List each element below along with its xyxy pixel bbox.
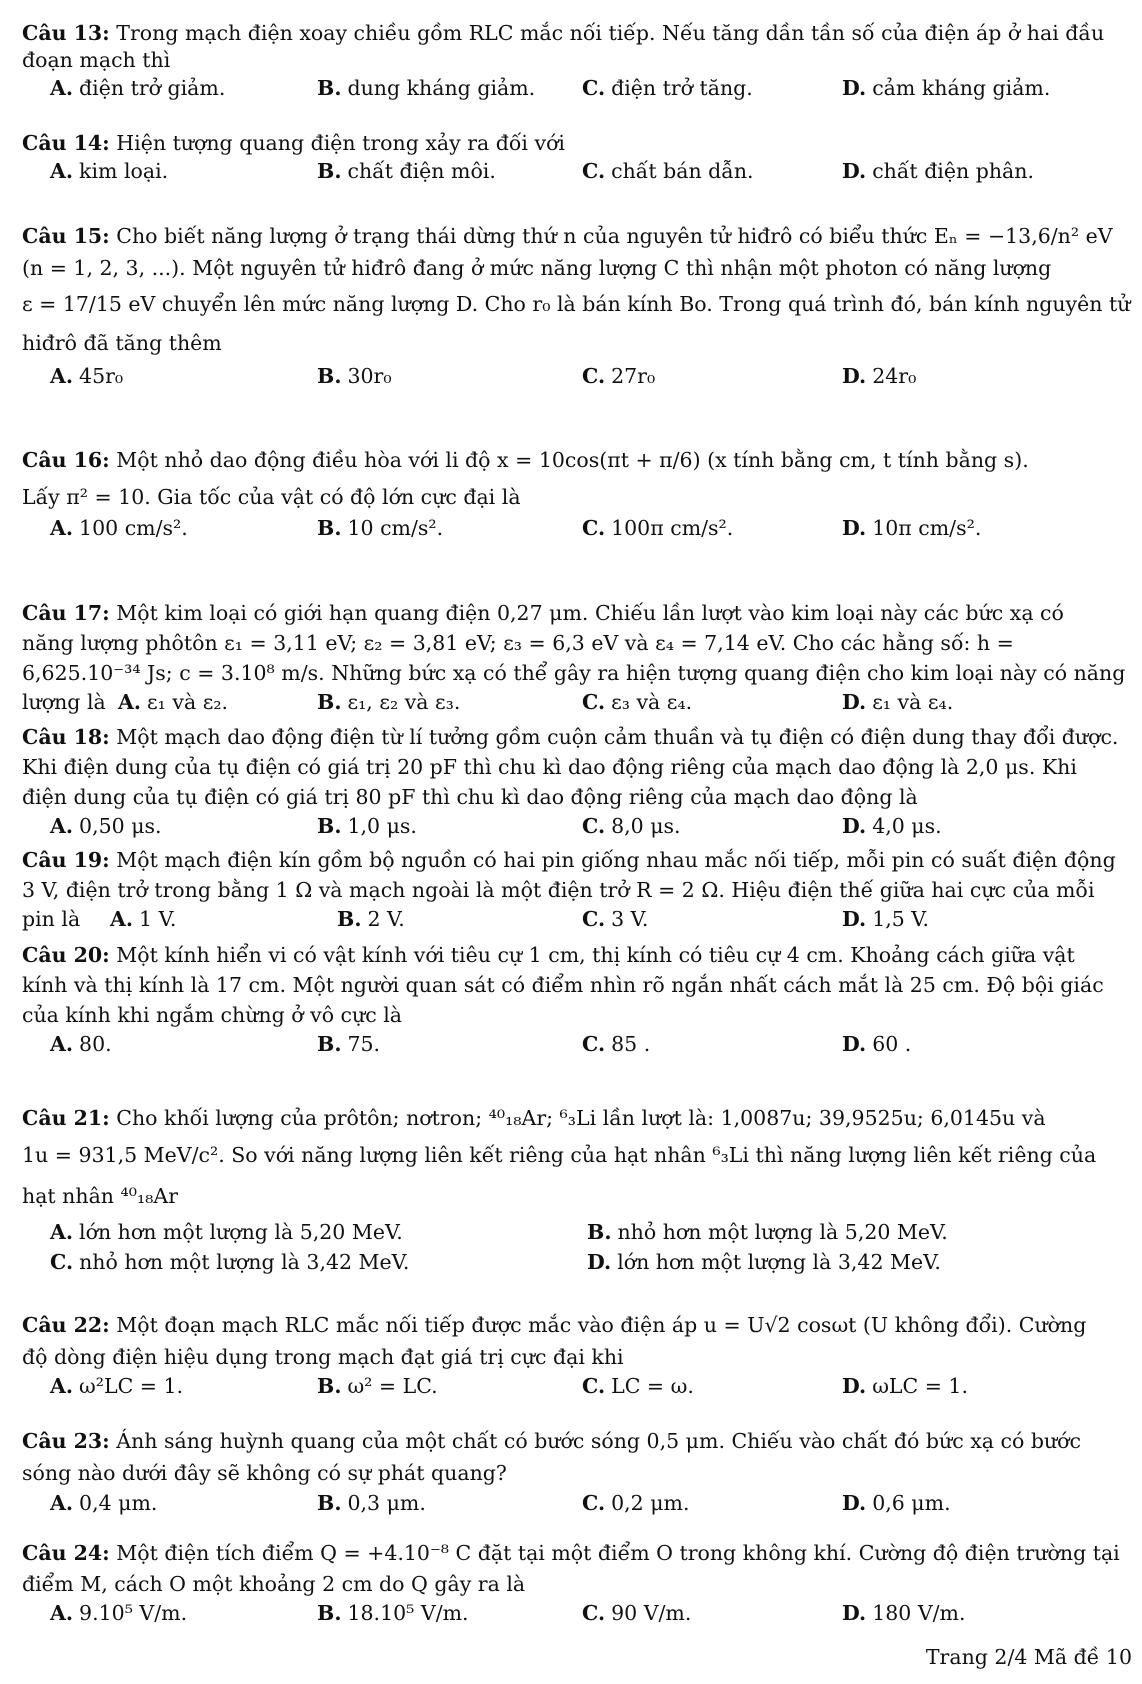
question-text: ε = 17/15 eV chuyển lên mức năng lượng D. Cho r₀ là bán kính Bo. Trong quá trình đó, bán kính nguyên tử	[22, 292, 1131, 316]
option-c: C. điện trở tăng.	[582, 76, 753, 100]
options-row	[22, 74, 1134, 104]
options-row	[22, 1372, 1134, 1402]
question-text: 6,625.10⁻³⁴ Js; c = 3.10⁸ m/s. Những bức xạ có thể gây ra hiện tượng quang điện cho kim loại này có năng	[22, 661, 1126, 685]
question-number: Câu 14:	[22, 131, 110, 155]
option-d: D. ωLC = 1.	[842, 1374, 968, 1398]
options-row	[22, 688, 1134, 718]
option-b: B. 75.	[317, 1032, 381, 1056]
option-d: D. 4,0 μs.	[842, 814, 942, 838]
option-b: B. 18.10⁵ V/m.	[317, 1601, 469, 1625]
option-a: A. 100 cm/s².	[50, 516, 188, 540]
question-text: đoạn mạch thì	[22, 48, 171, 72]
question-text: Một đoạn mạch RLC mắc nối tiếp được mắc vào điện áp u = U√2 cosωt (U không đổi). Cường	[116, 1313, 1087, 1337]
question-text: Một nhỏ dao động điều hòa với li độ x = 10cos(πt + π/6) (x tính bằng cm, t tính bằng s).	[116, 448, 1029, 472]
option-c: C. 100π cm/s².	[582, 516, 734, 540]
option-c: C. 27r₀	[582, 364, 656, 388]
option-d: D. 60 .	[842, 1032, 912, 1056]
option-b: B. ω² = LC.	[317, 1374, 438, 1398]
question-text: (n = 1, 2, 3, ...). Một nguyên tử hiđrô đang ở mức năng lượng C thì nhận một photon có năng lượng	[22, 256, 1052, 280]
option-b: B. 0,3 μm.	[317, 1491, 426, 1515]
question-15	[22, 220, 1134, 392]
option-d: D. cảm kháng giảm.	[842, 76, 1051, 100]
question-text: năng lượng phôtôn ε₁ = 3,11 eV; ε₂ = 3,81 eV; ε₃ = 6,3 eV và ε₄ = 7,14 eV. Cho các hằng số: h =	[22, 631, 1014, 655]
question-number: Câu 17:	[22, 601, 110, 625]
question-text: Một kính hiển vi có vật kính với tiêu cự 1 cm, thị kính có tiêu cự 4 cm. Khoảng cách giữa vật	[116, 943, 1075, 967]
question-text: Lấy π² = 10. Gia tốc của vật có độ lớn cực đại là	[22, 485, 521, 509]
option-d: D. 24r₀	[842, 364, 917, 388]
options-row	[22, 362, 1134, 392]
question-number: Câu 20:	[22, 943, 110, 967]
question-text: Trong mạch điện xoay chiều gồm RLC mắc nối tiếp. Nếu tăng dần tần số của điện áp ở hai đầu	[116, 21, 1105, 45]
option-c: C. LC = ω.	[582, 1374, 694, 1398]
option-b: B. 10 cm/s².	[317, 516, 444, 540]
question-18	[22, 722, 1134, 842]
option-b: B. dung kháng giảm.	[317, 76, 536, 100]
option-a: A. 80.	[50, 1032, 112, 1056]
options-row	[22, 905, 1134, 935]
option-d: D. 10π cm/s².	[842, 516, 982, 540]
option-a: A. ε₁ và ε₂.	[118, 690, 229, 714]
question-text: Một mạch điện kín gồm bộ nguồn có hai pin giống nhau mắc nối tiếp, mỗi pin có suất điện động	[116, 848, 1116, 872]
question-text: Một mạch dao động điện từ lí tưởng gồm cuộn cảm thuần và tụ điện có điện dung thay đổi được.	[116, 725, 1119, 749]
question-number: Câu 15:	[22, 224, 110, 248]
option-d: D. 180 V/m.	[842, 1601, 966, 1625]
option-a: A. lớn hơn một lượng là 5,20 MeV.	[50, 1220, 403, 1244]
question-text: 1u = 931,5 MeV/c². So với năng lượng liên kết riêng của hạt nhân ⁶₃Li thì năng lượng liên kết riêng của	[22, 1143, 1097, 1167]
option-a: A. 1 V.	[110, 907, 177, 931]
question-number: Câu 23:	[22, 1429, 110, 1453]
option-a: A. 0,50 μs.	[50, 814, 162, 838]
question-text: Một kim loại có giới hạn quang điện 0,27 μm. Chiếu lần lượt vào kim loại này các bức xạ có	[116, 601, 1064, 625]
question-number: Câu 13:	[22, 21, 110, 45]
question-text: Cho biết năng lượng ở trạng thái dừng thứ n của nguyên tử hiđrô có biểu thức Eₙ = −13,6/n² eV	[116, 224, 1113, 248]
option-b: B. 2 V.	[337, 907, 405, 931]
question-text: Cho khối lượng của prôtôn; nơtron; ⁴⁰₁₈Ar; ⁶₃Li lần lượt là: 1,0087u; 39,9525u; 6,0145u và	[116, 1106, 1046, 1130]
page-footer: Trang 2/4 Mã đề 10	[925, 1645, 1132, 1669]
option-d: D. ε₁ và ε₄.	[842, 690, 954, 714]
option-c: C. 8,0 μs.	[582, 814, 681, 838]
options-row	[22, 1248, 1134, 1278]
question-text: lượng là	[22, 690, 106, 714]
question-text: hạt nhân ⁴⁰₁₈Ar	[22, 1184, 179, 1208]
question-text: hiđrô đã tăng thêm	[22, 331, 222, 355]
option-a: A. 9.10⁵ V/m.	[50, 1601, 188, 1625]
question-23	[22, 1425, 1134, 1519]
option-c: C. ε₃ và ε₄.	[582, 690, 693, 714]
question-text: của kính khi ngắm chừng ở vô cực là	[22, 1003, 403, 1027]
option-a: A. 0,4 μm.	[50, 1491, 158, 1515]
options-row	[22, 157, 1134, 187]
question-text: Khi điện dung của tụ điện có giá trị 20 pF thì chu kì dao động riêng của mạch dao động là 2,0 μs. Khi	[22, 755, 1077, 779]
question-number: Câu 18:	[22, 725, 110, 749]
option-b: B. nhỏ hơn một lượng là 5,20 MeV.	[587, 1220, 948, 1244]
options-row	[22, 1489, 1134, 1519]
option-b: B. ε₁, ε₂ và ε₃.	[317, 690, 461, 714]
options-row	[22, 1218, 1134, 1248]
options-row	[22, 514, 1134, 544]
question-number: Câu 16:	[22, 448, 110, 472]
option-c: C. nhỏ hơn một lượng là 3,42 MeV.	[50, 1250, 410, 1274]
question-24	[22, 1537, 1134, 1629]
question-number: Câu 19:	[22, 848, 110, 872]
question-text: điểm M, cách O một khoảng 2 cm do Q gây ra là	[22, 1572, 526, 1596]
options-row	[22, 812, 1134, 842]
options-row	[22, 1599, 1134, 1629]
option-c: C. chất bán dẫn.	[582, 159, 754, 183]
question-number: Câu 22:	[22, 1313, 110, 1337]
question-text: điện dung của tụ điện có giá trị 80 pF thì chu kì dao động riêng của mạch dao động là	[22, 785, 918, 809]
option-a: A. 45r₀	[50, 364, 124, 388]
question-text: 3 V, điện trở trong bằng 1 Ω và mạch ngoài là một điện trở R = 2 Ω. Hiệu điện thế giữa hai cực của mỗi	[22, 878, 1095, 902]
option-b: B. 30r₀	[317, 364, 392, 388]
option-c: C. 0,2 μm.	[582, 1491, 690, 1515]
question-text: Ánh sáng huỳnh quang của một chất có bước sóng 0,5 μm. Chiếu vào chất đó bức xạ có bước	[116, 1429, 1082, 1453]
option-b: B. 1,0 μs.	[317, 814, 417, 838]
question-text: Một điện tích điểm Q = +4.10⁻⁸ C đặt tại một điểm O trong không khí. Cường độ điện trường tại	[116, 1541, 1120, 1565]
options-row	[22, 1030, 1134, 1060]
question-20	[22, 940, 1134, 1060]
question-number: Câu 24:	[22, 1541, 110, 1565]
question-14	[22, 130, 1134, 187]
question-text: kính và thị kính là 17 cm. Một người quan sát có điểm nhìn rõ ngắn nhất cách mắt là 25 cm. Độ bội giác	[22, 973, 1104, 997]
option-a: A. điện trở giảm.	[50, 76, 226, 100]
option-b: B. chất điện môi.	[317, 159, 496, 183]
question-text: sóng nào dưới đây sẽ không có sự phát quang?	[22, 1461, 507, 1485]
question-text: độ dòng điện hiệu dụng trong mạch đạt giá trị cực đại khi	[22, 1345, 624, 1369]
option-a: A. kim loại.	[50, 159, 169, 183]
option-d: D. chất điện phân.	[842, 159, 1034, 183]
option-d: D. 1,5 V.	[842, 907, 930, 931]
option-d: D. lớn hơn một lượng là 3,42 MeV.	[587, 1250, 941, 1274]
question-text: Hiện tượng quang điện trong xảy ra đối với	[116, 131, 565, 155]
option-c: C. 85 .	[582, 1032, 651, 1056]
question-17	[22, 598, 1134, 718]
option-c: C. 90 V/m.	[582, 1601, 692, 1625]
question-13	[22, 20, 1134, 104]
question-16	[22, 440, 1134, 544]
option-c: C. 3 V.	[582, 907, 649, 931]
question-text: pin là	[22, 907, 81, 931]
question-22	[22, 1308, 1134, 1402]
question-19	[22, 845, 1134, 935]
question-21	[22, 1100, 1134, 1278]
option-a: A. ω²LC = 1.	[50, 1374, 184, 1398]
question-number: Câu 21:	[22, 1106, 110, 1130]
option-d: D. 0,6 μm.	[842, 1491, 951, 1515]
